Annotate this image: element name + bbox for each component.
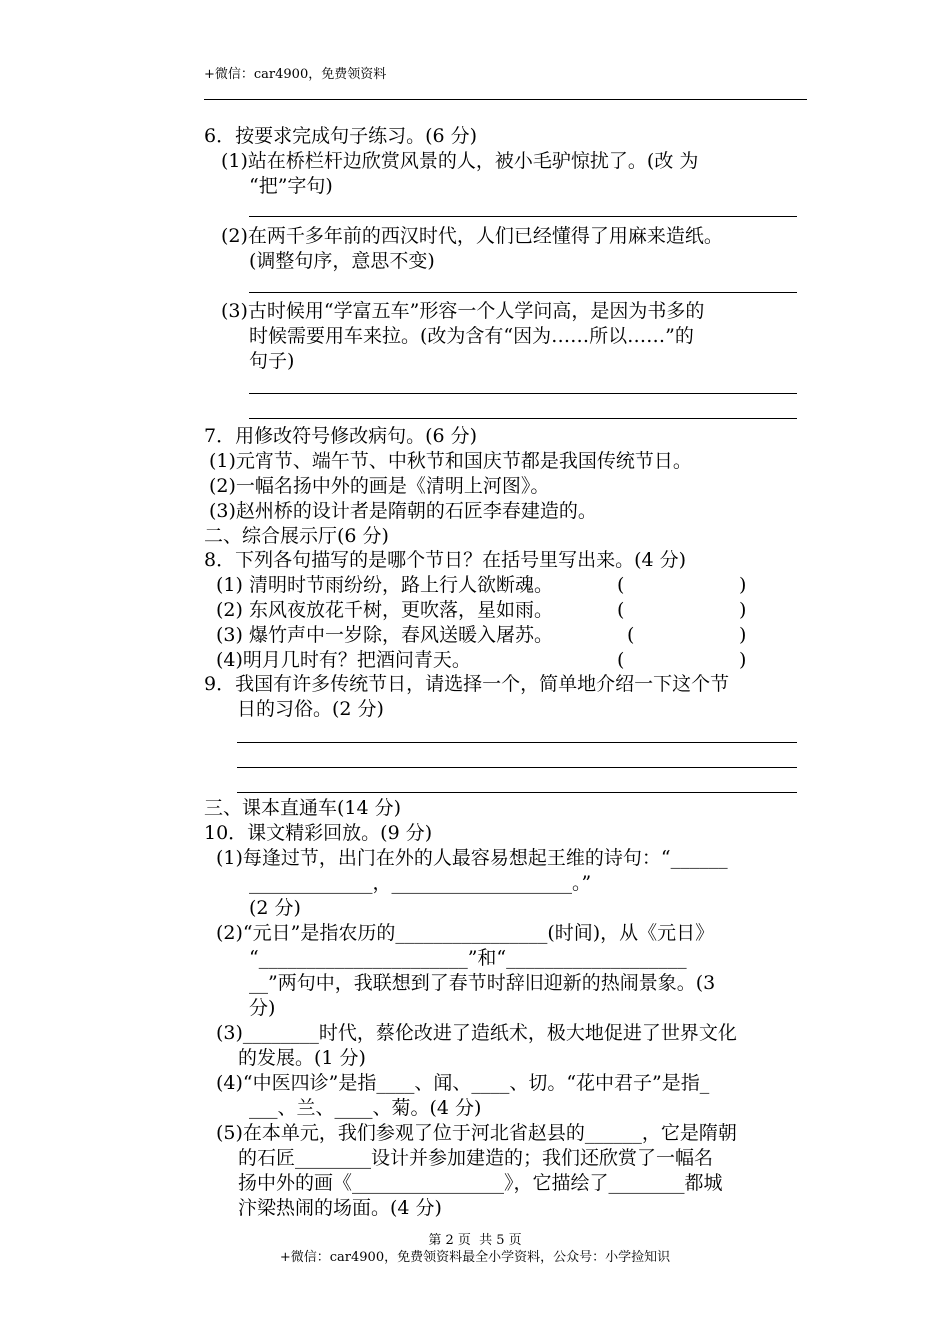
q8-item-1-close-paren: ) (739, 574, 747, 596)
page-number: 第 2 页 共 5 页 (428, 1233, 522, 1248)
q7-s2: (2)一幅名扬中外的画是《清明上河图》。 (209, 475, 550, 497)
q8-item-2-open-paren: ( (617, 599, 625, 621)
q10-p1-line3: (2 分) (249, 897, 301, 919)
header-text: +微信：car4900，免费领资料 (204, 67, 387, 82)
q6-s2-line1: (2)在两千多年前的西汉时代，人们已经懂得了用麻来造纸。 (221, 225, 723, 247)
q6-s3-line1: (3)古时候用“学富五车”形容一个人学问高，是因为书多的 (221, 300, 705, 322)
q6-s1-line1: (1)站在桥栏杆边欣赏风景的人，被小毛驴惊扰了。(改 为 (221, 150, 699, 172)
q6-s3-line3: 句子) (249, 350, 295, 372)
q8-item-4-open-paren: ( (617, 649, 625, 671)
q9-line2: 日的习俗。(2 分) (237, 698, 384, 720)
q7-title: 7．用修改符号修改病句。(6 分) (204, 425, 478, 447)
q8-title: 8．下列各句描写的是哪个节日？在括号里写出来。(4 分) (204, 549, 687, 571)
q9-answer-line-3[interactable] (237, 792, 797, 793)
q10-p3-line1: (3)________时代，蔡伦改进了造纸术，极大地促进了世界文化 (216, 1022, 737, 1044)
q6-s2-line2: (调整句序，意思不变) (249, 250, 435, 272)
q10-p4-line2: ___、兰、____、菊。(4 分) (249, 1097, 482, 1119)
q6-s3-line2: 时候需要用车来拉。(改为含有“因为……所以……”的 (249, 325, 694, 347)
section2-heading: 二、综合展示厅(6 分) (204, 525, 389, 547)
q8-item-3: (3) 爆竹声中一岁除，春风送暖入屠苏。 (216, 624, 553, 646)
q8-item-2: (2) 东风夜放花千树，更吹落，星如雨。 (216, 599, 553, 621)
q8-item-4-close-paren: ) (739, 649, 747, 671)
q10-p2-line2: “______________________”和“___________________ (249, 947, 687, 969)
q6-s3-answer-line-1[interactable] (249, 393, 797, 394)
section3-heading: 三、课本直通车(14 分) (204, 797, 402, 819)
q8-item-1-open-paren: ( (617, 574, 625, 596)
header-divider (204, 99, 807, 100)
q6-s1-answer-line[interactable] (249, 216, 797, 217)
q10-p1-line2: _____________，___________________。” (249, 872, 592, 894)
q10-p2-line3: __”两句中，我联想到了春节时辞旧迎新的热闹景象。(3 (249, 972, 716, 994)
q8-item-2-close-paren: ) (739, 599, 747, 621)
q9-answer-line-2[interactable] (237, 767, 797, 768)
q10-p3-line2: 的发展。(1 分) (238, 1047, 366, 1069)
q9-line1: 9．我国有许多传统节日，请选择一个，简单地介绍一下这个节 (204, 673, 730, 695)
q6-s3-answer-line-2[interactable] (249, 418, 797, 419)
q10-p4-line1: (4)“中医四诊”是指____、闻、____、切。“花中君子”是指_ (216, 1072, 710, 1094)
q10-p2-line4: 分) (249, 997, 276, 1019)
q8-item-3-open-paren: ( (627, 624, 635, 646)
q8-item-1: (1) 清明时节雨纷纷，路上行人欲断魂。 (216, 574, 553, 596)
q6-s1-line2: “把”字句) (249, 175, 333, 197)
q10-p1-line1: (1)每逢过节，出门在外的人最容易想起王维的诗句：“______ (216, 847, 728, 869)
q10-p2-line1: (2)“元日”是指农历的________________(时间)，从《元日》 (216, 922, 715, 944)
q7-s3: (3)赵州桥的设计者是隋朝的石匠李春建造的。 (209, 500, 597, 522)
q6-title: 6．按要求完成句子练习。(6 分) (204, 125, 478, 147)
q7-s1: (1)元宵节、端午节、中秋节和国庆节都是我国传统节日。 (209, 450, 692, 472)
q9-answer-line-1[interactable] (237, 742, 797, 743)
q10-title: 10．课文精彩回放。(9 分) (204, 822, 433, 844)
q10-p5-line3: 扬中外的画《________________》，它描绘了________都城 (238, 1172, 723, 1194)
q6-s2-answer-line[interactable] (249, 292, 797, 293)
q8-item-4: (4)明月几时有？把酒问青天。 (216, 649, 471, 671)
q10-p5-line1: (5)在本单元，我们参观了位于河北省赵县的______，它是隋朝 (216, 1122, 737, 1144)
q10-p5-line4: 汴梁热闹的场面。(4 分) (238, 1197, 442, 1219)
q8-item-3-close-paren: ) (739, 624, 747, 646)
q10-p5-line2: 的石匠________设计并参加建造的；我们还欣赏了一幅名 (238, 1147, 714, 1169)
footer-text: +微信：car4900，免费领资料最全小学资料，公众号：小学捡知识 (279, 1250, 671, 1265)
